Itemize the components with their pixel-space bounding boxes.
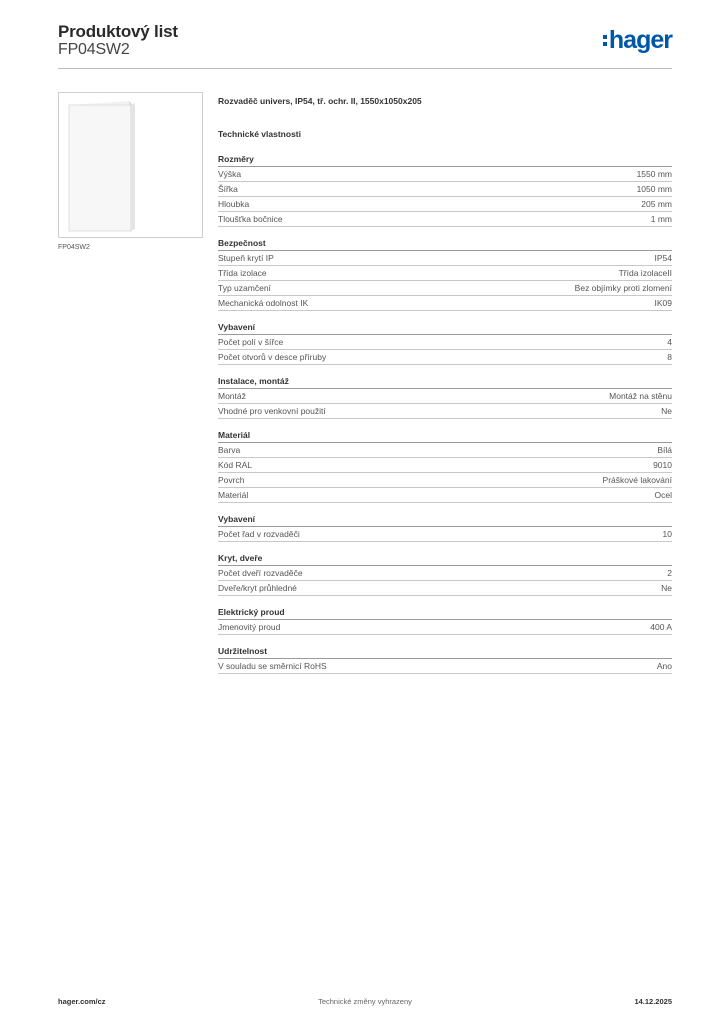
spec-label: V souladu se směrnicí RoHS bbox=[218, 661, 327, 671]
hager-logo[interactable] bbox=[603, 26, 672, 55]
spec-row bbox=[218, 197, 672, 212]
spec-row bbox=[218, 182, 672, 197]
spec-label: Povrch bbox=[218, 475, 245, 485]
logo-dots-icon bbox=[603, 35, 607, 46]
spec-value: 4 bbox=[667, 337, 672, 347]
spec-row bbox=[218, 566, 672, 581]
spec-value: 400 A bbox=[650, 622, 672, 632]
spec-value: Třída izolaceII bbox=[618, 268, 672, 278]
spec-sections bbox=[218, 153, 672, 674]
spec-label: Počet otvorů v desce příruby bbox=[218, 352, 327, 362]
spec-value: Ne bbox=[661, 406, 672, 416]
spec-value: Práškové lakování bbox=[602, 475, 672, 485]
spec-label: Kód RAL bbox=[218, 460, 253, 470]
spec-section bbox=[218, 375, 672, 419]
footer-site-link[interactable]: hager.com/cz bbox=[58, 997, 106, 1006]
spec-content bbox=[218, 96, 672, 674]
spec-value: 1 mm bbox=[650, 214, 672, 224]
spec-section bbox=[218, 237, 672, 311]
section-heading: Vybavení bbox=[218, 321, 672, 335]
spec-label: Výška bbox=[218, 169, 242, 179]
spec-row bbox=[218, 167, 672, 182]
page-title: Produktový list bbox=[58, 22, 178, 41]
spec-label: Dveře/kryt průhledné bbox=[218, 583, 297, 593]
spec-section bbox=[218, 513, 672, 542]
spec-row bbox=[218, 404, 672, 419]
spec-value: 205 mm bbox=[641, 199, 672, 209]
page-footer bbox=[58, 997, 672, 1011]
spec-label: Počet dveří rozvaděče bbox=[218, 568, 303, 578]
spec-value: IK09 bbox=[654, 298, 672, 308]
section-heading: Elektrický proud bbox=[218, 606, 672, 620]
spec-section bbox=[218, 429, 672, 503]
tech-properties-heading: Technické vlastnosti bbox=[218, 129, 301, 139]
spec-section bbox=[218, 606, 672, 635]
spec-label: Montáž bbox=[218, 391, 246, 401]
spec-row bbox=[218, 389, 672, 404]
spec-label: Šířka bbox=[218, 184, 238, 194]
spec-label: Stupeň krytí IP bbox=[218, 253, 274, 263]
electrical-cabinet-image bbox=[59, 93, 202, 237]
spec-row bbox=[218, 659, 672, 674]
spec-label: Typ uzamčení bbox=[218, 283, 271, 293]
spec-value: Ano bbox=[656, 661, 672, 671]
spec-row bbox=[218, 488, 672, 503]
spec-label: Tloušťka bočnice bbox=[218, 214, 283, 224]
spec-value: 1550 mm bbox=[636, 169, 672, 179]
spec-value: 9010 bbox=[653, 460, 672, 470]
spec-label: Mechanická odolnost IK bbox=[218, 298, 309, 308]
spec-value: Ocel bbox=[654, 490, 672, 500]
section-heading: Materiál bbox=[218, 429, 672, 443]
spec-row bbox=[218, 281, 672, 296]
spec-row bbox=[218, 350, 672, 365]
spec-section bbox=[218, 645, 672, 674]
spec-value: 1050 mm bbox=[636, 184, 672, 194]
spec-row bbox=[218, 458, 672, 473]
spec-value: Bílá bbox=[657, 445, 672, 455]
spec-row bbox=[218, 443, 672, 458]
section-heading: Kryt, dveře bbox=[218, 552, 672, 566]
spec-label: Počet polí v šířce bbox=[218, 337, 284, 347]
spec-label: Počet řad v rozvaděči bbox=[218, 529, 300, 539]
spec-value: Ne bbox=[661, 583, 672, 593]
logo-text: hager bbox=[608, 26, 672, 54]
footer-date: 14.12.2025 bbox=[634, 997, 672, 1006]
spec-section bbox=[218, 321, 672, 365]
spec-row bbox=[218, 620, 672, 635]
image-caption: FP04SW2 bbox=[58, 244, 90, 251]
spec-label: Hloubka bbox=[218, 199, 250, 209]
product-description: Rozvaděč univers, IP54, tř. ochr. II, 1550x1050x205 bbox=[218, 96, 422, 106]
spec-row bbox=[218, 581, 672, 596]
section-heading: Rozměry bbox=[218, 153, 672, 167]
spec-row bbox=[218, 266, 672, 281]
spec-value: 2 bbox=[667, 568, 672, 578]
spec-row bbox=[218, 212, 672, 227]
spec-label: Vhodné pro venkovní použití bbox=[218, 406, 326, 416]
section-heading: Vybavení bbox=[218, 513, 672, 527]
spec-row bbox=[218, 335, 672, 350]
spec-value: 10 bbox=[662, 529, 672, 539]
spec-label: Jmenovitý proud bbox=[218, 622, 281, 632]
spec-row bbox=[218, 251, 672, 266]
spec-value: Montáž na stěnu bbox=[609, 391, 672, 401]
section-heading: Udržitelnost bbox=[218, 645, 672, 659]
section-heading: Bezpečnost bbox=[218, 237, 672, 251]
product-image[interactable] bbox=[58, 92, 203, 238]
page-header bbox=[58, 20, 672, 70]
spec-value: 8 bbox=[667, 352, 672, 362]
header-divider bbox=[58, 68, 672, 69]
section-heading: Instalace, montáž bbox=[218, 375, 672, 389]
spec-label: Barva bbox=[218, 445, 241, 455]
footer-note: Technické změny vyhrazeny bbox=[318, 997, 412, 1006]
spec-row bbox=[218, 527, 672, 542]
spec-row bbox=[218, 473, 672, 488]
spec-section bbox=[218, 552, 672, 596]
spec-label: Třída izolace bbox=[218, 268, 267, 278]
product-code: FP04SW2 bbox=[58, 41, 130, 58]
spec-section bbox=[218, 153, 672, 227]
spec-row bbox=[218, 296, 672, 311]
spec-value: Bez objímky proti zlomení bbox=[574, 283, 672, 293]
spec-value: IP54 bbox=[654, 253, 672, 263]
spec-label: Materiál bbox=[218, 490, 249, 500]
